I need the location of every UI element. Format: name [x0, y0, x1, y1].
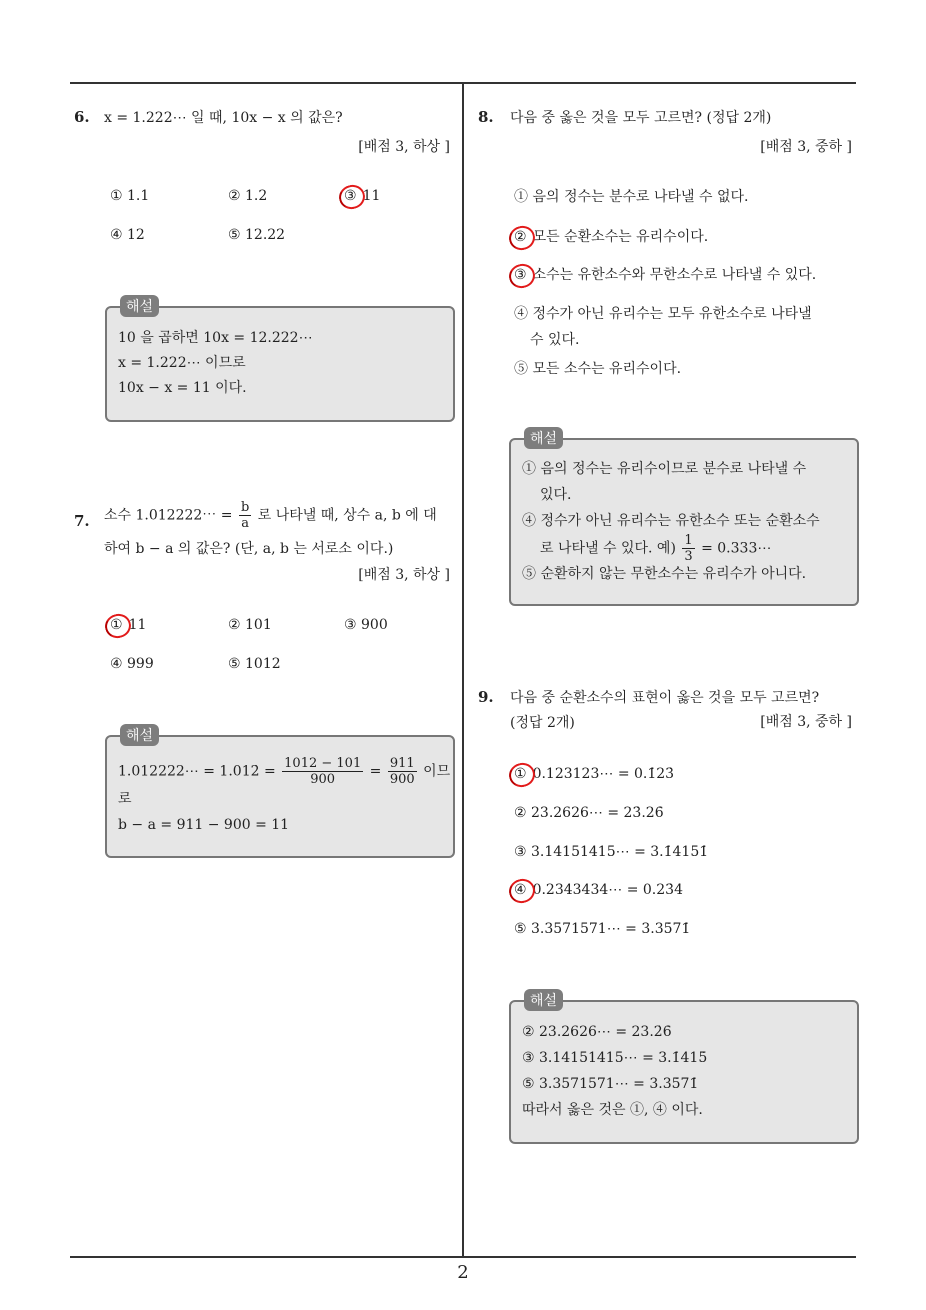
- q6-number: 6.: [74, 108, 90, 126]
- q8-option-1[interactable]: ① 음의 정수는 분수로 나타낼 수 없다.: [514, 189, 749, 205]
- q7-option-2[interactable]: ② 101: [228, 617, 272, 633]
- q9-option-2[interactable]: ② 23.2626⋯ = 23̇.26̇: [514, 805, 664, 821]
- q9-explanation-tag: 해설: [524, 989, 563, 1011]
- q7-option-4[interactable]: ④ 999: [110, 656, 154, 672]
- bottom-rule: [70, 1256, 856, 1258]
- q9-explanation-line-2: ③ 3.14151415⋯ = 3.1̇415̇: [522, 1050, 708, 1066]
- q8-option-2-text: 모든 순환소수는 유리수이다.: [532, 229, 709, 245]
- q6-score: [배점 3, 하상 ]: [358, 139, 450, 155]
- q8-explanation-line-5: ⑤ 순환하지 않는 무한소수는 유리수가 아니다.: [522, 566, 807, 582]
- q9-number: 9.: [478, 688, 494, 706]
- answer-circle-icon: [506, 261, 537, 291]
- q6-explanation-line-3: 10x − x = 11 이다.: [118, 380, 247, 396]
- page-number: 2: [457, 1262, 469, 1283]
- q7-explanation-line-2: 로: [118, 791, 132, 807]
- q6-text: x = 1.222⋯ 일 때, 10x − x 의 값은?: [104, 110, 343, 126]
- q6-option-3-marker: ③: [344, 188, 357, 204]
- q8-score: [배점 3, 중하 ]: [760, 139, 852, 155]
- answer-circle-icon: [506, 876, 537, 906]
- q6-explanation-line-2: x = 1.222⋯ 이므로: [118, 355, 246, 371]
- q8-option-3-marker: ③: [514, 267, 527, 283]
- q7-option-1[interactable]: [110, 617, 146, 633]
- q8-option-4[interactable]: ④ 정수가 아닌 유리수는 모두 유한소수로 나타낼: [514, 306, 812, 322]
- q8-number: 8.: [478, 108, 494, 126]
- q7-explanation-line-3: b − a = 911 − 900 = 11: [118, 817, 290, 833]
- q9-score: [배점 3, 중하 ]: [760, 714, 852, 730]
- q9-option-5[interactable]: ⑤ 3.3571571⋯ = 3.35̇71̇: [514, 921, 691, 937]
- q7-text: 소수 1.012222⋯ = $\frac{b}{a}$ 로 나타낼 때, 상수 a, b 에 대: [104, 500, 437, 531]
- q6-option-5[interactable]: ⑤ 12.22: [228, 227, 286, 243]
- q7-fraction: $\frac{b}{a}$: [240, 500, 250, 531]
- q6-option-3-value: 11: [362, 188, 381, 204]
- q7-explanation-line-1: 1.012222⋯ = 1.012̇ = $\frac{1012 - 101}{900}$ = $\frac{911}{900}$ 이므: [118, 756, 451, 787]
- answer-circle-icon: [506, 760, 537, 790]
- q7-option-1-value: 11: [128, 617, 147, 633]
- q9-explanation-line-1: ② 23.2626⋯ = 23.2̇6̇: [522, 1024, 672, 1040]
- q6-explanation-line-1: 10 을 곱하면 10x = 12.222⋯: [118, 330, 313, 346]
- q8-option-5[interactable]: ⑤ 모든 소수는 유리수이다.: [514, 361, 682, 377]
- q8-explanation-line-2: 있다.: [540, 487, 572, 503]
- q6-option-4[interactable]: ④ 12: [110, 227, 145, 243]
- q7-score: [배점 3, 하상 ]: [358, 567, 450, 583]
- answer-circle-icon: [336, 182, 367, 212]
- q8-option-2[interactable]: [514, 226, 708, 246]
- q8-option-3-text: 소수는 유한소수와 무한소수로 나타낼 수 있다.: [532, 267, 817, 283]
- q6-option-3[interactable]: [344, 188, 380, 204]
- q9-explanation-line-3: ⑤ 3.3571571⋯ = 3.35̇71̇: [522, 1076, 699, 1092]
- q7-explanation-fraction-1: $\frac{1012 - 101}{900}$: [284, 756, 362, 787]
- q7-explanation-fraction-2: $\frac{911}{900}$: [389, 756, 415, 787]
- q8-explanation-fraction: $\frac{1}{3}$: [684, 533, 693, 564]
- q9-option-4-text: 0.2343434⋯ = 0.23̇4̇: [532, 882, 683, 898]
- answer-circle-icon: [506, 223, 537, 253]
- q9-text-line-2: (정답 2개): [510, 715, 575, 731]
- q8-option-2-marker: ②: [514, 229, 527, 245]
- q7-number: 7.: [74, 512, 90, 530]
- q7-option-5[interactable]: ⑤ 1012: [228, 656, 281, 672]
- q9-explanation-line-4: 따라서 옳은 것은 ①, ④ 이다.: [522, 1102, 703, 1118]
- q8-explanation-line-3: ④ 정수가 아닌 유리수는 유한소수 또는 순환소수: [522, 513, 820, 529]
- q6-option-1[interactable]: ① 1.1: [110, 188, 150, 204]
- q9-option-1[interactable]: [514, 766, 674, 782]
- q7-explanation-box: [105, 735, 455, 858]
- q8-explanation-tag: 해설: [524, 427, 563, 449]
- q6-option-2[interactable]: ② 1.2: [228, 188, 268, 204]
- q9-option-4-marker: ④: [514, 882, 527, 898]
- q9-text: 다음 중 순환소수의 표현이 옳은 것을 모두 고르면?: [510, 690, 820, 706]
- q9-option-1-marker: ①: [514, 766, 527, 782]
- q8-explanation-line-4: 로 나타낼 수 있다. 예) $\frac{1}{3}$ = 0.333⋯: [540, 533, 772, 564]
- q7-explanation-tag: 해설: [120, 724, 159, 746]
- answer-circle-icon: [102, 611, 133, 641]
- q7-text-line-2: 하여 b − a 의 값은? (단, a, b 는 서로소 이다.): [104, 541, 394, 557]
- q9-option-3[interactable]: ③ 3.14151415⋯ = 3.1̇4151̇: [514, 844, 709, 860]
- q8-option-3[interactable]: [514, 264, 816, 284]
- q7-option-1-marker: ①: [110, 617, 123, 633]
- q8-text: 다음 중 옳은 것을 모두 고르면? (정답 2개): [510, 110, 772, 126]
- q6-explanation-tag: 해설: [120, 295, 159, 317]
- q8-explanation-line-1: ① 음의 정수는 유리수이므로 분수로 나타낼 수: [522, 461, 807, 477]
- q9-option-4[interactable]: [514, 882, 683, 898]
- q8-option-4-cont: 수 있다.: [530, 332, 580, 348]
- column-divider: [462, 82, 464, 1257]
- q7-option-3[interactable]: ③ 900: [344, 617, 388, 633]
- q9-option-1-text: 0.123123⋯ = 0.1̇23̇: [532, 766, 675, 782]
